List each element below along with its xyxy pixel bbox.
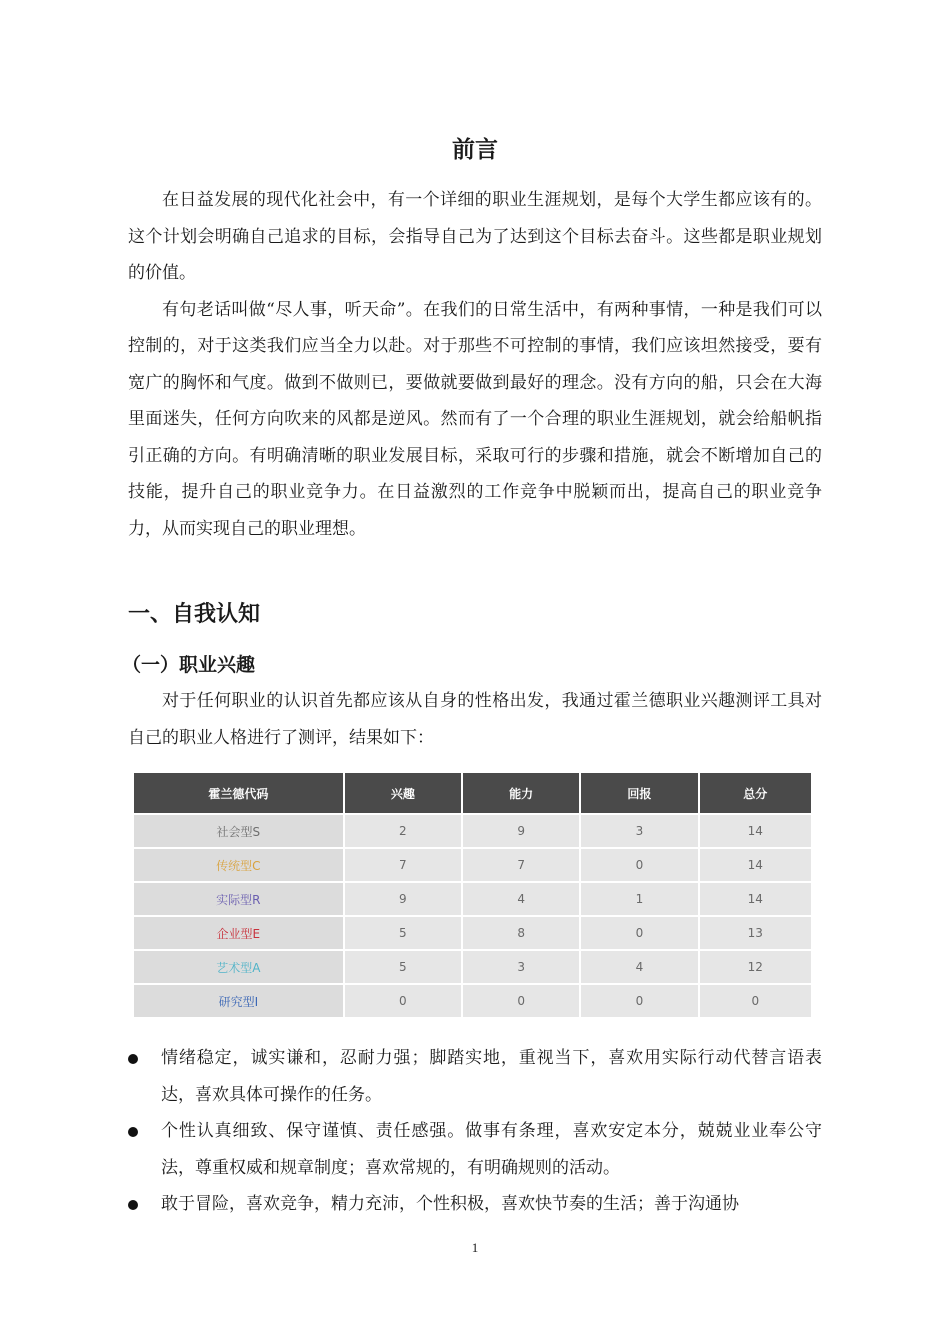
- ability-value: 0: [463, 983, 581, 1017]
- subsection-heading-career-interest: （一）职业兴趣: [122, 654, 256, 676]
- type-label: 社会型S: [134, 813, 345, 847]
- bullet-icon: [128, 1054, 138, 1064]
- interest-value: 5: [345, 949, 463, 983]
- type-label: 传统型C: [134, 847, 345, 881]
- intro-paragraph: 对于任何职业的认识首先都应该从自身的性格出发，我通过霍兰德职业兴趣测评工具对自己的职业人格进行了测评，结果如下：: [128, 691, 822, 748]
- header-code: 霍兰德代码: [134, 773, 345, 813]
- interest-value: 9: [345, 881, 463, 915]
- table-row: [134, 915, 811, 949]
- bullet-icon: [128, 1200, 138, 1210]
- total-value: 13: [700, 915, 811, 949]
- reward-value: 3: [581, 813, 699, 847]
- table-row: [134, 813, 811, 847]
- holland-results-table: [134, 773, 811, 1017]
- section-heading-self-awareness: 一、自我认知: [128, 602, 261, 627]
- preface-paragraph-2: 有句老话叫做“尽人事，听天命”。在我们的日常生活中，有两种事情，一种是我们可以控制的，对于这类我们应当全力以赴。对于那些不可控制的事情，我们应该坦然接受，要有宽广的胸怀和气度。做到不做则已，要做就要做到最好的理念。没有方向的船，只会在大海里面迷失，任何方向吹来的风都是逆风。然而有了一个合理的职业生涯规划，就会给船帆指引正确的方向。有明确清晰的职业发展目标，采取可行的步骤和措施，就会不断增加自己的技能，提升自己的职业竞争力。在日益激烈的工作竞争中脱颖而出，提高自己的职业竞争力，从而实现自己的职业理想。: [128, 299, 822, 539]
- list-item: [128, 1186, 822, 1223]
- type-label: 实际型R: [134, 881, 345, 915]
- page-number: 1: [471, 1240, 479, 1255]
- page-title: 前言: [452, 137, 498, 163]
- reward-value: 1: [581, 881, 699, 915]
- bullet-text: 情绪稳定，诚实谦和，忍耐力强；脚踏实地，重视当下，喜欢用实际行动代替言语表达，喜欢具体可操作的任务。: [161, 1048, 822, 1105]
- ability-value: 3: [463, 949, 581, 983]
- reward-value: 0: [581, 983, 699, 1017]
- header-reward: 回报: [581, 773, 699, 813]
- reward-value: 4: [581, 949, 699, 983]
- list-item: [128, 1040, 822, 1113]
- header-total: 总分: [700, 773, 811, 813]
- header-interest: 兴趣: [345, 773, 463, 813]
- intro-body: [128, 683, 822, 756]
- table-header-row: [134, 773, 811, 813]
- trait-bullet-list: [128, 1040, 822, 1223]
- total-value: 14: [700, 847, 811, 881]
- table-row: [134, 949, 811, 983]
- bullet-text: 个性认真细致、保守谨慎、责任感强。做事有条理，喜欢安定本分，兢兢业业奉公守法，尊重权威和规章制度；喜欢常规的，有明确规则的活动。: [161, 1121, 822, 1178]
- interest-value: 0: [345, 983, 463, 1017]
- table-row: [134, 847, 811, 881]
- preface-body: [128, 182, 822, 547]
- table-row: [134, 983, 811, 1017]
- preface-paragraph-1: 在日益发展的现代化社会中，有一个详细的职业生涯规划，是每个大学生都应该有的。这个计划会明确自己追求的目标，会指导自己为了达到这个目标去奋斗。这些都是职业规划的价值。: [128, 190, 822, 283]
- table-row: [134, 881, 811, 915]
- bullet-icon: [128, 1127, 138, 1137]
- reward-value: 0: [581, 847, 699, 881]
- total-value: 12: [700, 949, 811, 983]
- total-value: 14: [700, 881, 811, 915]
- type-label: 艺术型A: [134, 949, 345, 983]
- interest-value: 2: [345, 813, 463, 847]
- ability-value: 9: [463, 813, 581, 847]
- interest-value: 7: [345, 847, 463, 881]
- ability-value: 8: [463, 915, 581, 949]
- interest-value: 5: [345, 915, 463, 949]
- ability-value: 4: [463, 881, 581, 915]
- total-value: 0: [700, 983, 811, 1017]
- reward-value: 0: [581, 915, 699, 949]
- bullet-text: 敢于冒险，喜欢竞争，精力充沛，个性积极，喜欢快节奏的生活；善于沟通协: [161, 1194, 739, 1214]
- list-item: [128, 1113, 822, 1186]
- type-label: 企业型E: [134, 915, 345, 949]
- total-value: 14: [700, 813, 811, 847]
- ability-value: 7: [463, 847, 581, 881]
- type-label: 研究型I: [134, 983, 345, 1017]
- header-ability: 能力: [463, 773, 581, 813]
